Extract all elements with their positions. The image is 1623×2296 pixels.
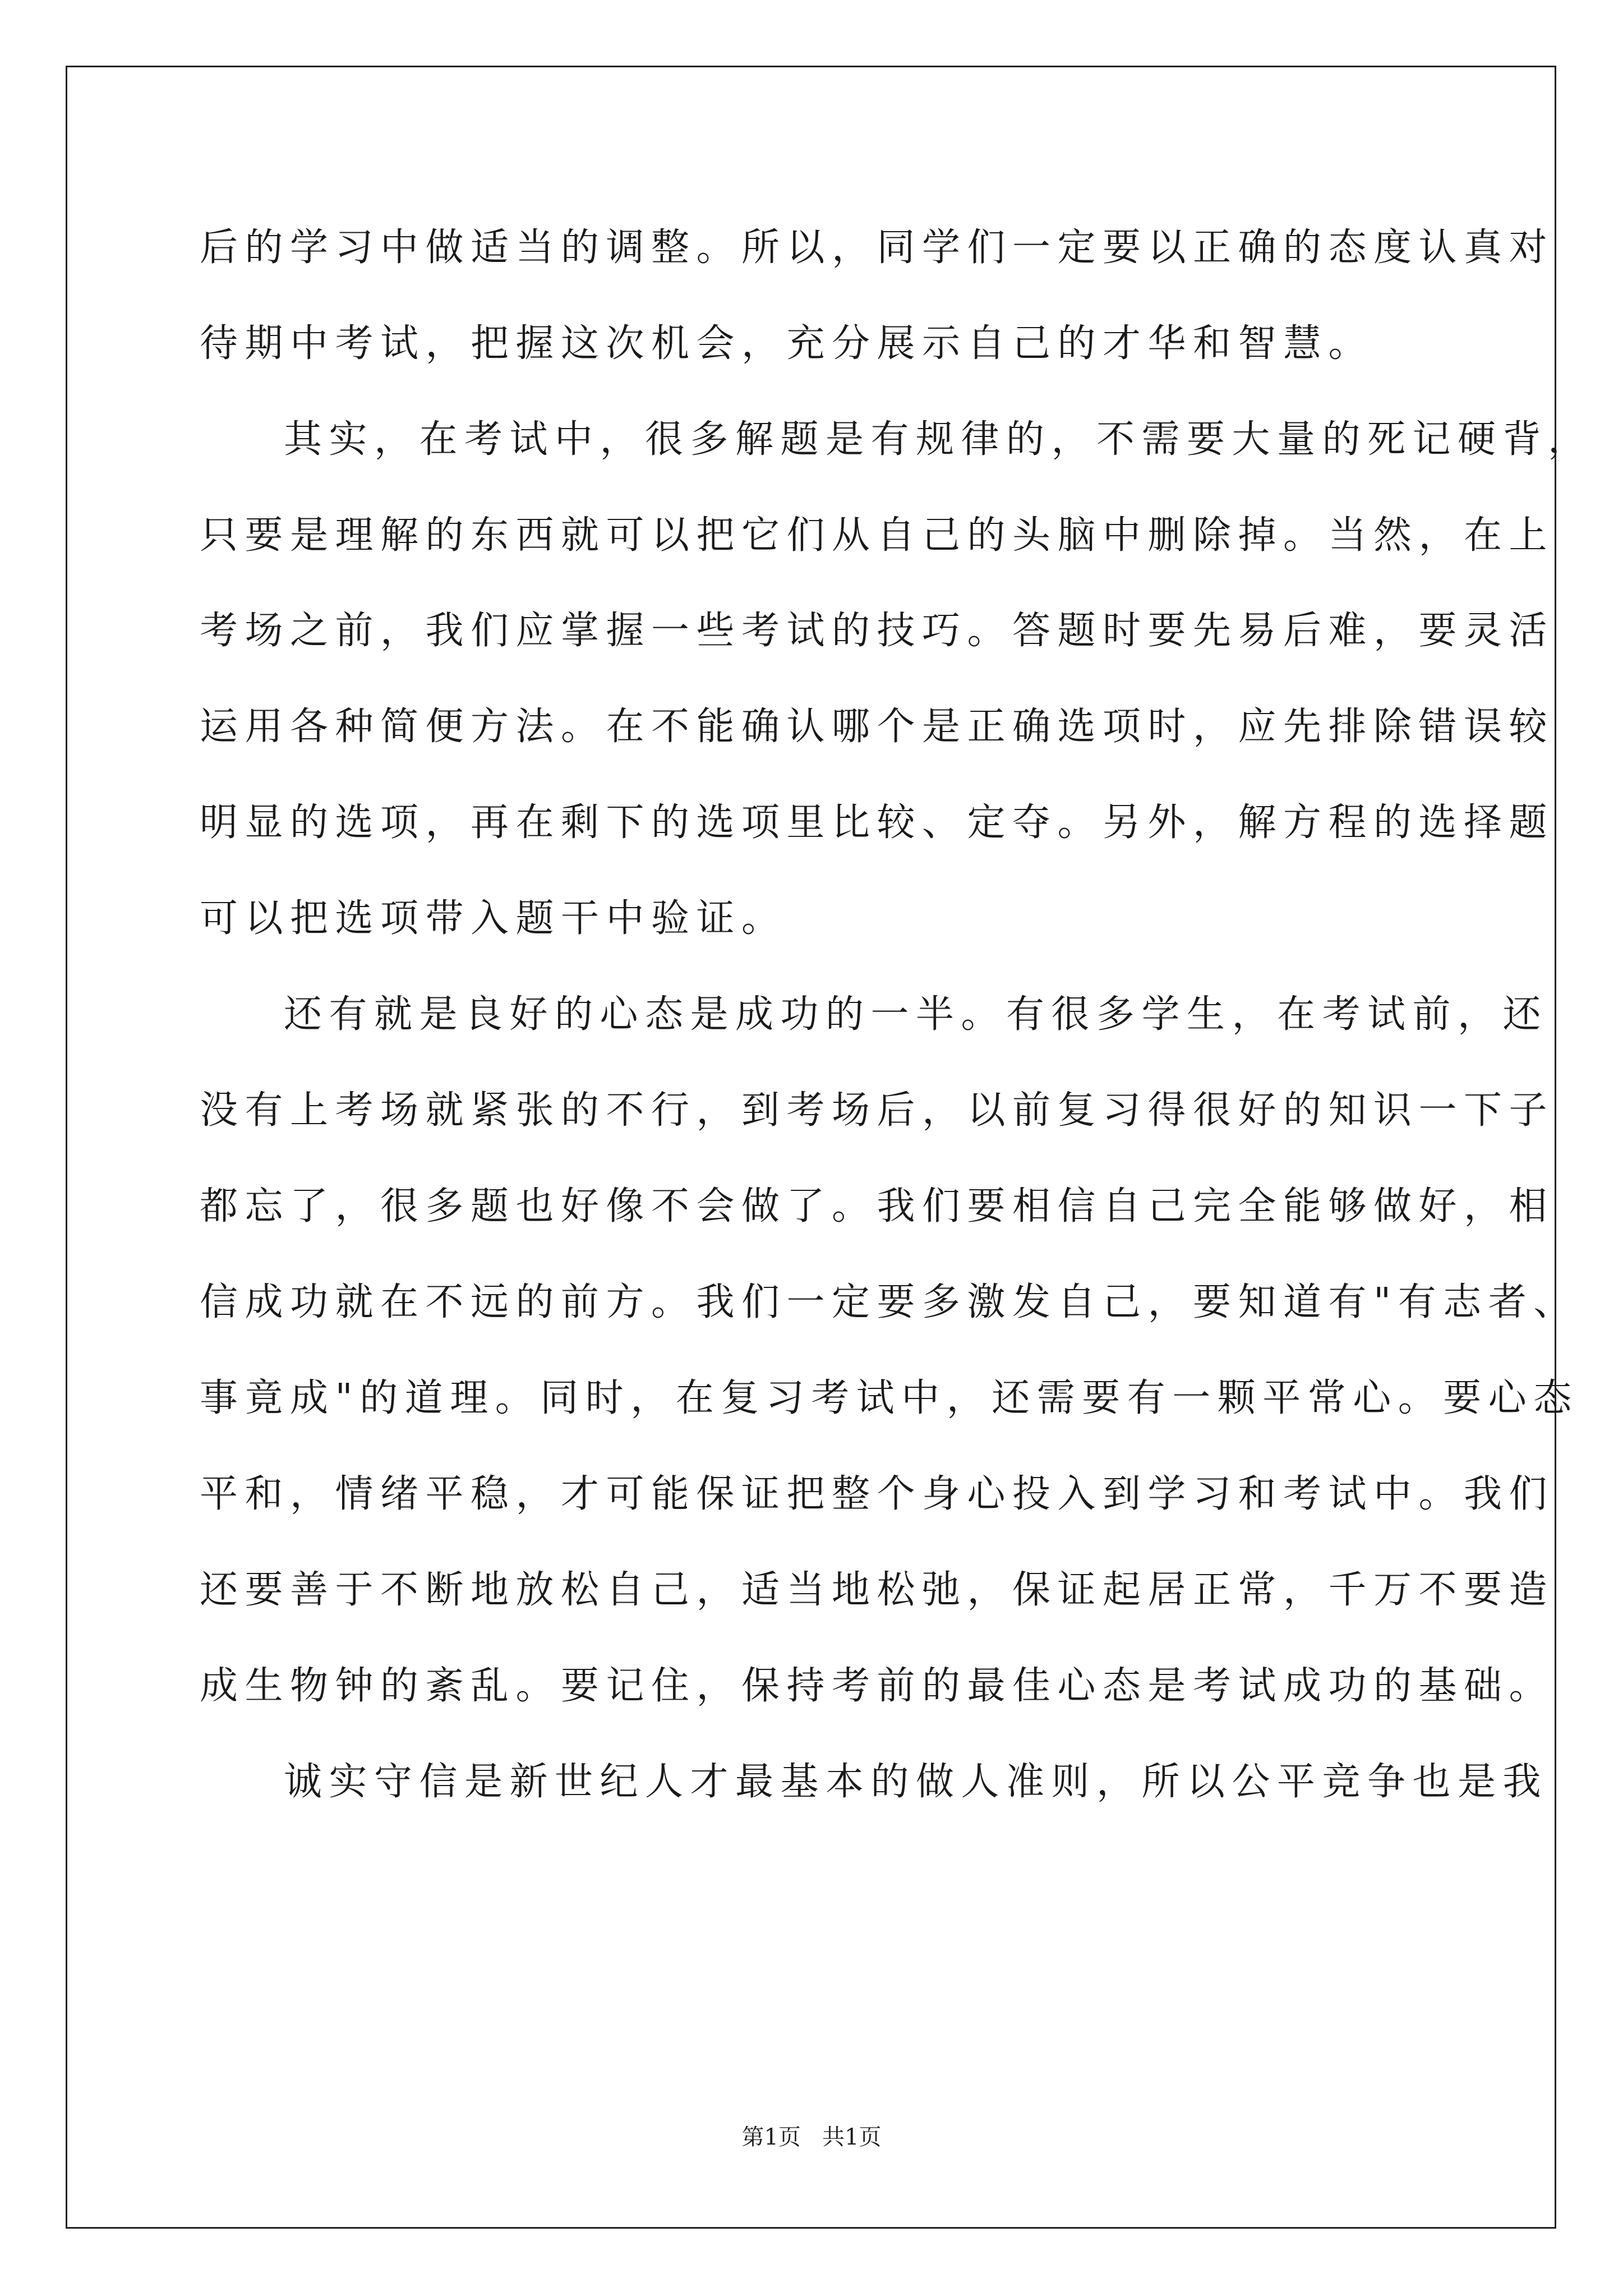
text-line: 成生物钟的紊乱。要记住，保持考前的最佳心态是考试成功的基础。 xyxy=(200,1664,1555,1708)
text-line: 运用各种简便方法。在不能确认哪个是正确选项时，应先排除错误较 xyxy=(200,705,1555,749)
text-line: 事竟成"的道理。同时，在复习考试中，还需要有一颗平常心。要心态 xyxy=(200,1376,1579,1420)
text-line: 后的学习中做适当的调整。所以，同学们一定要以正确的态度认真对 xyxy=(200,226,1555,270)
text-line: 待期中考试，把握这次机会，充分展示自己的才华和智慧。 xyxy=(200,321,1374,366)
text-line: 还要善于不断地放松自己，适当地松弛，保证起居正常，千万不要造 xyxy=(200,1568,1555,1612)
page-number-footer: 第1页 共1页 xyxy=(741,2124,882,2150)
text-line: 考场之前，我们应掌握一些考试的技巧。答题时要先易后难，要灵活 xyxy=(200,609,1555,653)
text-line: 明显的选项，再在剩下的选项里比较、定夺。另外，解方程的选择题 xyxy=(200,800,1555,845)
text-line: 诚实守信是新世纪人才最基本的做人准则，所以公平竞争也是我 xyxy=(284,1760,1548,1804)
page-border xyxy=(66,66,1556,2229)
text-line: 可以把选项带入题干中验证。 xyxy=(200,896,787,941)
text-line: 没有上考场就紧张的不行，到考场后，以前复习得很好的知识一下子 xyxy=(200,1088,1555,1133)
text-line: 其实，在考试中，很多解题是有规律的，不需要大量的死记硬背， xyxy=(284,417,1593,462)
text-line: 信成功就在不远的前方。我们一定要多激发自己，要知道有"有志者、 xyxy=(200,1280,1579,1324)
text-line: 都忘了，很多题也好像不会做了。我们要相信自己完全能够做好，相 xyxy=(200,1184,1555,1228)
text-line: 只要是理解的东西就可以把它们从自己的头脑中删除掉。当然，在上 xyxy=(200,513,1555,558)
text-line: 平和，情绪平稳，才可能保证把整个身心投入到学习和考试中。我们 xyxy=(200,1472,1555,1516)
text-line: 还有就是良好的心态是成功的一半。有很多学生，在考试前，还 xyxy=(284,992,1548,1037)
